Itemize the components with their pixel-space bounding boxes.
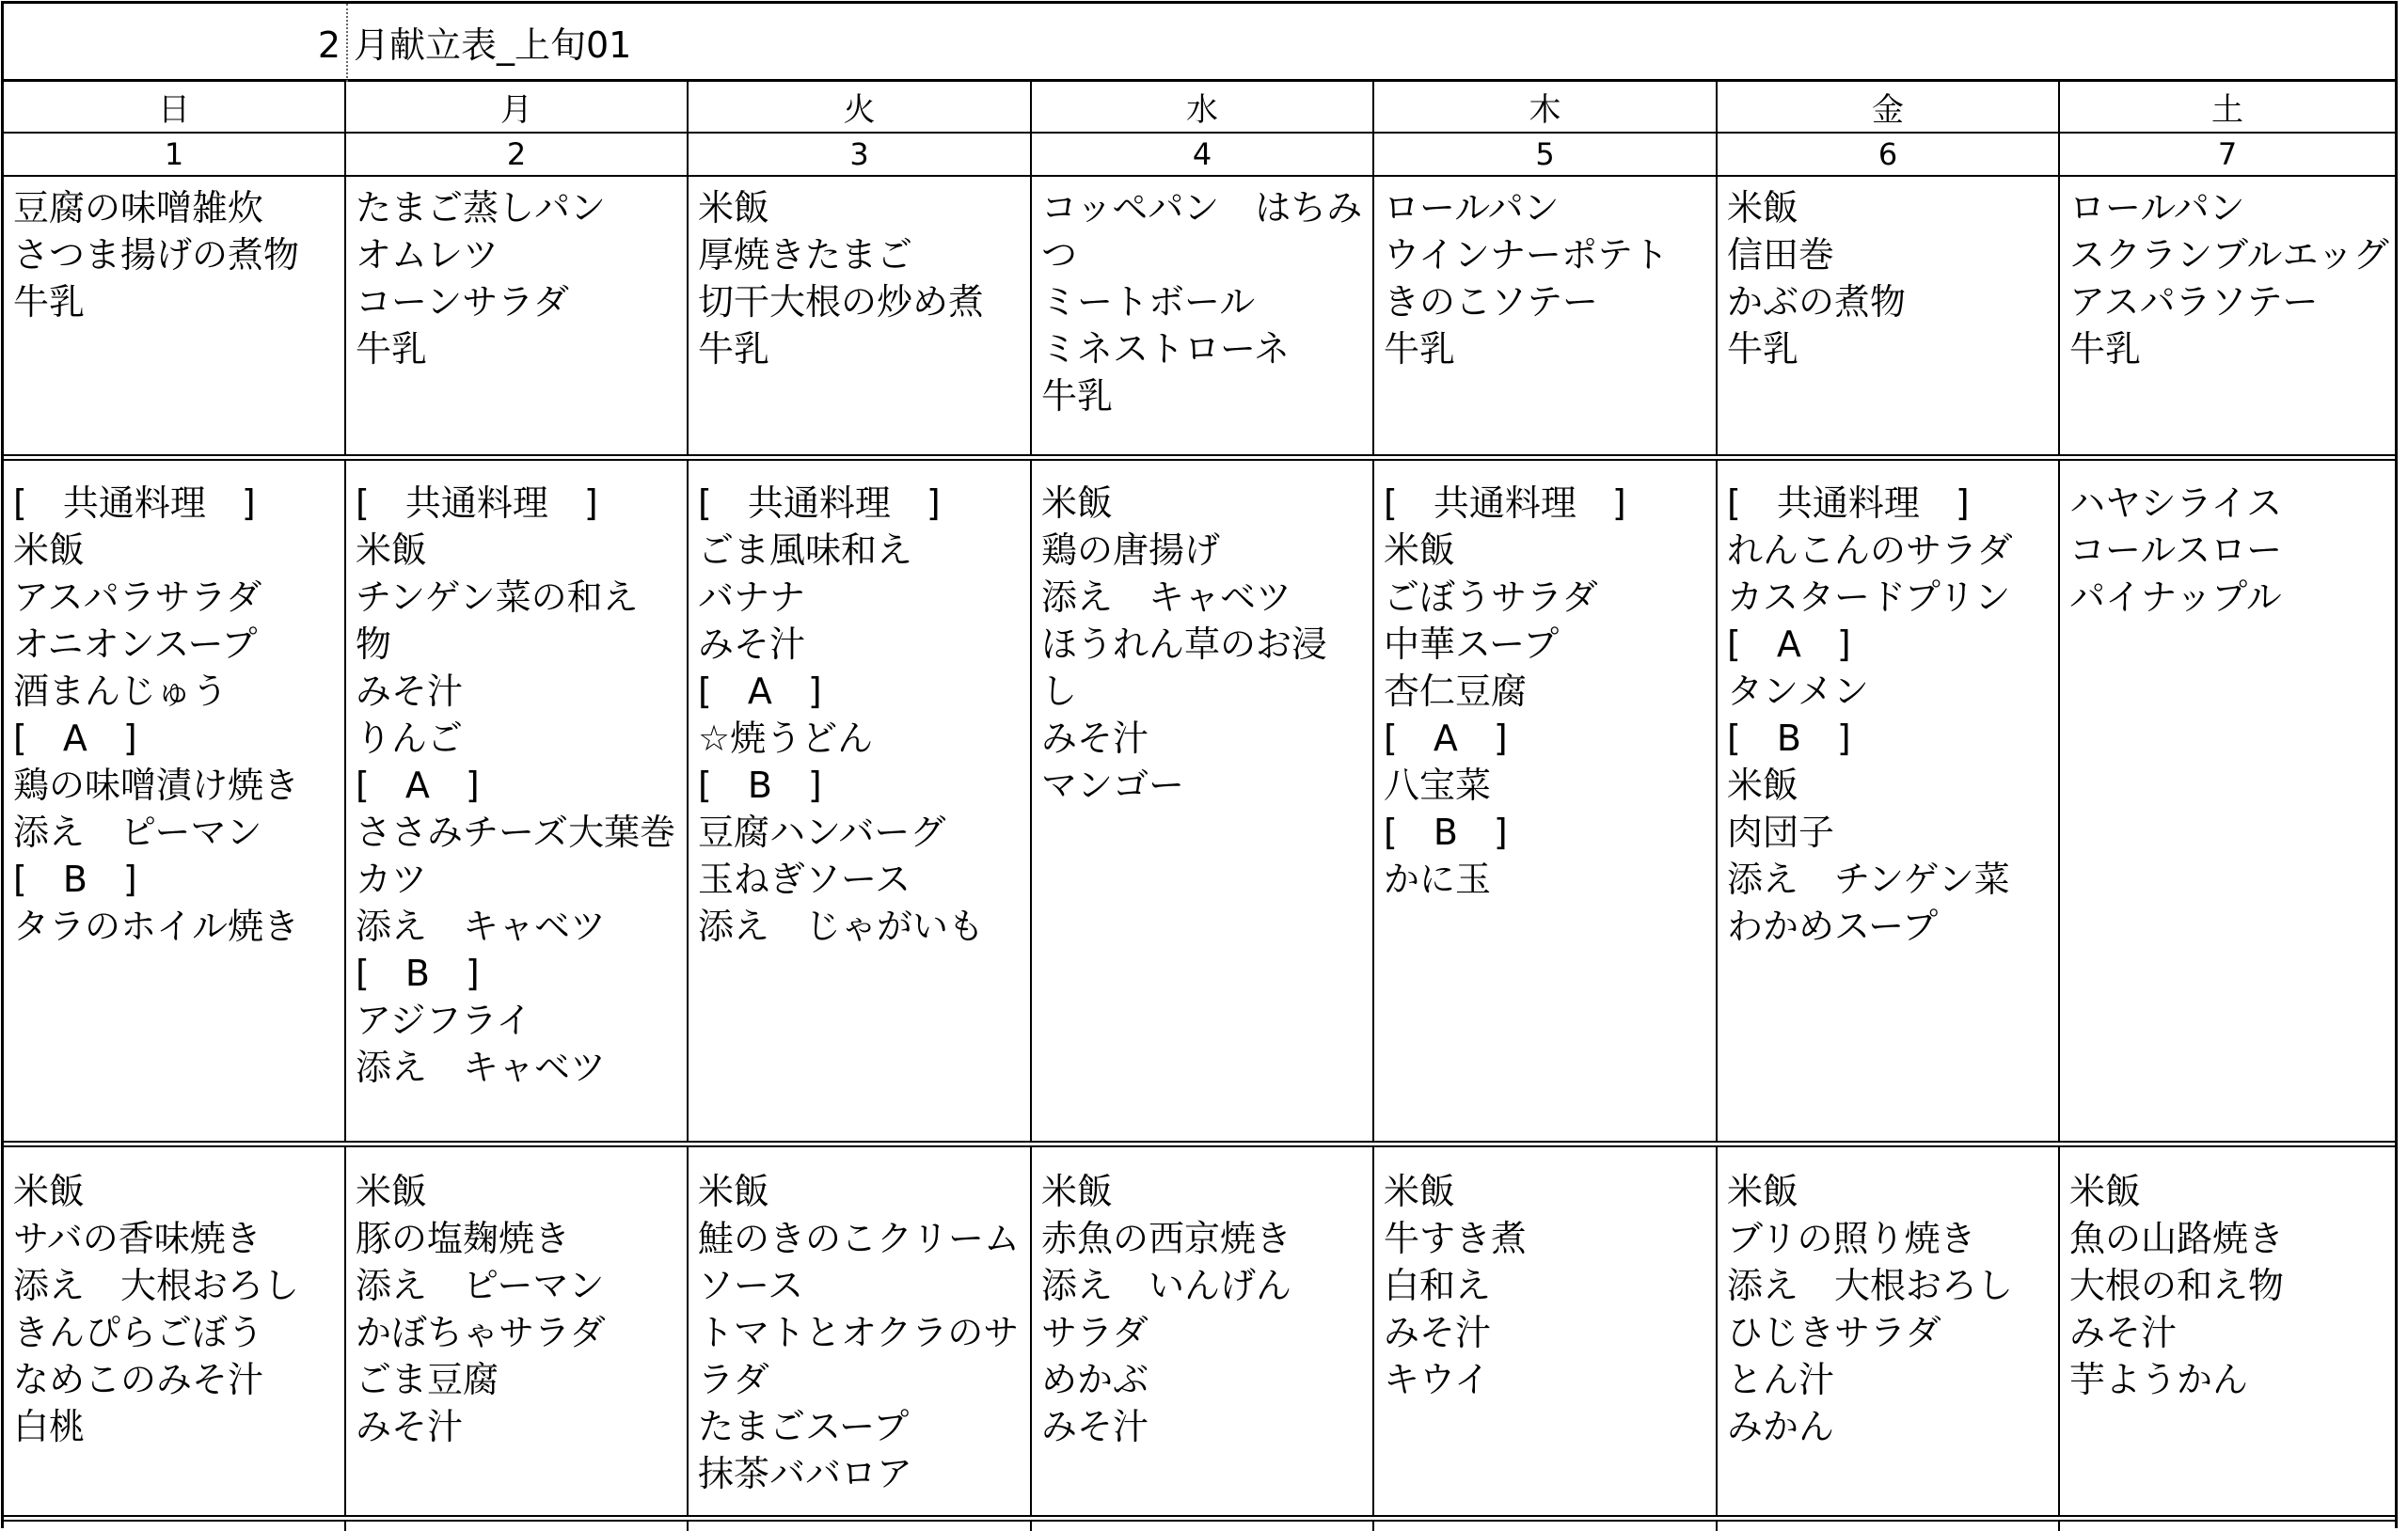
menu-item: たまごスープ xyxy=(698,1406,910,1447)
menu-item: みそ汁 xyxy=(698,623,806,665)
breakfast-cell xyxy=(4,177,346,454)
menu-item: 添え キャベツ xyxy=(356,906,607,947)
lunch-cell xyxy=(689,461,1032,1141)
menu-item: オニオンスープ xyxy=(13,623,258,665)
menu-item: ごぼうサラダ xyxy=(1384,576,1598,618)
menu-item: 米飯 xyxy=(698,1171,770,1212)
menu-item: かに玉 xyxy=(1384,859,1492,900)
menu-item: 添え キャベツ xyxy=(356,1047,607,1088)
menu-item: [ A ] xyxy=(698,671,822,712)
date-cell: 7 xyxy=(2217,136,2238,172)
menu-item: [ 共通料理 ] xyxy=(1384,482,1626,524)
lunch-cell xyxy=(1718,461,2060,1141)
dinner-cell xyxy=(346,1147,689,1515)
menu-item: 信田巻 xyxy=(1727,234,1835,276)
menu-item: コッペパン はちみ xyxy=(1041,187,1363,229)
menu-item: アスパラソテー xyxy=(2069,281,2319,323)
menu-item: みそ汁 xyxy=(1041,718,1149,759)
menu-item: 芋ようかん xyxy=(2069,1359,2249,1400)
menu-item: オムレツ xyxy=(356,234,499,276)
menu-item: 大根の和え物 xyxy=(2069,1265,2285,1306)
menu-item: 米飯 xyxy=(13,529,86,571)
menu-item: [ B ] xyxy=(1384,812,1508,853)
menu-item: 米飯 xyxy=(1727,1171,1799,1212)
menu-item: 鶏の唐揚げ xyxy=(1041,529,1221,571)
menu-item: [ 共通料理 ] xyxy=(1727,482,1970,524)
menu-item: 酒まんじゅう xyxy=(13,671,229,712)
menu-item: カツ xyxy=(356,859,428,900)
menu-item: ほうれん草のお浸 xyxy=(1041,623,1328,665)
menu-item: わかめスープ xyxy=(1727,906,1939,947)
menu-item: コールスロー xyxy=(2069,529,2283,571)
page-title: 月献立表_上旬01 xyxy=(354,24,632,66)
menu-item: きんぴらごぼう xyxy=(13,1312,264,1353)
menu-item: 切干大根の炒め煮 xyxy=(698,281,985,323)
menu-item: みそ汁 xyxy=(356,671,464,712)
menu-item: ソース xyxy=(698,1265,804,1306)
menu-item: きのこソテー xyxy=(1384,281,1599,323)
menu-item: トマトとオクラのサ xyxy=(698,1312,1020,1353)
menu-item: 添え キャベツ xyxy=(1041,576,1292,618)
breakfast-cell xyxy=(1718,177,2060,454)
dinner-cell xyxy=(1718,1147,2060,1515)
dinner-row xyxy=(4,1147,2395,1522)
menu-item: ごま豆腐 xyxy=(356,1359,499,1400)
menu-item: 米飯 xyxy=(1384,1171,1456,1212)
menu-item: タラのホイル焼き xyxy=(13,906,300,947)
menu-item: 米飯 xyxy=(356,529,428,571)
menu-item: 牛乳 xyxy=(1041,375,1114,417)
breakfast-cell xyxy=(1374,177,1718,454)
dow-cell: 日 xyxy=(4,82,346,132)
breakfast-cell xyxy=(2060,177,2395,454)
date-cell: 6 xyxy=(1718,134,2060,175)
menu-item: カスタードプリン xyxy=(1727,576,2011,618)
menu-item: [ A ] xyxy=(13,718,137,759)
menu-item: 中華スープ xyxy=(1384,623,1560,665)
breakfast-cell xyxy=(1032,177,1374,454)
menu-item: 米飯 xyxy=(356,1171,428,1212)
menu-item: [ B ] xyxy=(356,953,480,994)
menu-sheet xyxy=(1,1,2398,1528)
menu-item: 添え ピーマン xyxy=(356,1265,605,1306)
menu-item: ロールパン xyxy=(1384,187,1560,229)
menu-item: 添え じゃがいも xyxy=(698,906,985,947)
menu-item: 牛乳 xyxy=(356,328,428,370)
menu-item: 杏仁豆腐 xyxy=(1384,671,1528,712)
menu-item: 魚の山路焼き xyxy=(2069,1218,2285,1259)
menu-item: タンメン xyxy=(1727,671,1869,712)
menu-item: 豚の塩麹焼き xyxy=(356,1218,571,1259)
menu-item: 豆腐ハンバーグ xyxy=(698,812,946,853)
lunch-cell xyxy=(1032,461,1374,1141)
menu-item: ハヤシライス xyxy=(2069,482,2283,524)
menu-item: 米飯 xyxy=(698,187,770,229)
menu-item: 米飯 xyxy=(1041,1171,1114,1212)
menu-item: 鮭のきのこクリーム xyxy=(698,1218,1021,1259)
menu-item: キウイ xyxy=(1384,1359,1490,1400)
menu-item: 厚焼きたまご xyxy=(698,234,913,276)
menu-item: マンゴー xyxy=(1041,765,1185,806)
menu-item: 添え いんげん xyxy=(1041,1265,1292,1306)
menu-item: 米飯 xyxy=(1727,187,1799,229)
menu-item: 添え ピーマン xyxy=(13,812,262,853)
menu-item: 米飯 xyxy=(1384,529,1456,571)
lunch-cell xyxy=(2060,461,2395,1141)
menu-item: [ B ] xyxy=(1727,718,1851,759)
menu-item: 物 xyxy=(356,623,392,665)
menu-item: ミートボール xyxy=(1041,281,1256,323)
menu-item: 抹茶ババロア xyxy=(698,1453,913,1494)
menu-item: 玉ねぎソース xyxy=(698,859,911,900)
date-cell: 5 xyxy=(1374,134,1718,175)
menu-item: 白和え xyxy=(1384,1265,1492,1306)
lunch-row xyxy=(4,461,2395,1147)
menu-item: [ 共通料理 ] xyxy=(356,482,598,524)
menu-item: 肉団子 xyxy=(1727,812,1835,853)
menu-item: パイナップル xyxy=(2069,576,2282,618)
dinner-cell xyxy=(4,1147,346,1515)
menu-item: りんご xyxy=(356,718,464,759)
title-divider xyxy=(346,4,348,82)
menu-item: ウインナーポテト xyxy=(1384,234,1669,276)
date-row xyxy=(4,134,2395,177)
menu-item: 添え チンゲン菜 xyxy=(1727,859,2010,900)
menu-item: 白桃 xyxy=(13,1406,86,1447)
date-cell: 1 xyxy=(4,134,346,175)
menu-item: みそ汁 xyxy=(1384,1312,1492,1353)
lunch-cell xyxy=(346,461,689,1141)
menu-item: なめこのみそ汁 xyxy=(13,1359,264,1400)
menu-item: [ A ] xyxy=(356,765,480,806)
menu-item: し xyxy=(1041,671,1078,712)
menu-item: ブリの照り焼き xyxy=(1727,1218,1976,1259)
menu-item: コーンサラダ xyxy=(356,281,569,323)
day-of-week-row xyxy=(4,82,2395,134)
breakfast-cell xyxy=(689,177,1032,454)
menu-item: スクランブルエッグ xyxy=(2069,234,2389,276)
menu-item: とん汁 xyxy=(1727,1359,1835,1400)
lunch-cell xyxy=(4,461,346,1141)
menu-item: 豆腐の味噌雑炊 xyxy=(13,187,264,229)
menu-item: 牛すき煮 xyxy=(1384,1218,1528,1259)
menu-item: 牛乳 xyxy=(1727,328,1799,370)
menu-item: サバの香味焼き xyxy=(13,1218,261,1259)
dinner-cell xyxy=(2060,1147,2395,1515)
menu-item: れんこんのサラダ xyxy=(1727,529,2013,571)
menu-item: ごま風味和え xyxy=(698,529,913,571)
dow-cell: 火 xyxy=(689,82,1032,132)
dinner-cell xyxy=(1374,1147,1718,1515)
dow-cell: 木 xyxy=(1374,82,1718,132)
menu-item: [ A ] xyxy=(1727,623,1851,665)
menu-item: [ B ] xyxy=(698,765,822,806)
menu-item: ☆焼うどん xyxy=(698,718,874,759)
menu-item: 添え 大根おろし xyxy=(13,1265,300,1306)
menu-item: みかん xyxy=(1727,1406,1835,1447)
menu-item: みそ汁 xyxy=(1041,1406,1149,1447)
menu-item: ささみチーズ大葉巻 xyxy=(356,812,676,853)
menu-item: 牛乳 xyxy=(1384,328,1456,370)
menu-item: さつま揚げの煮物 xyxy=(13,234,300,276)
date-cell: 3 xyxy=(689,134,1032,175)
title-month-number: 2 xyxy=(317,24,341,66)
menu-item: [ A ] xyxy=(1384,718,1508,759)
date-cell: 4 xyxy=(1032,134,1374,175)
title-row xyxy=(4,4,2395,82)
menu-item: 米飯 xyxy=(1041,482,1114,524)
menu-item: [ B ] xyxy=(13,859,137,900)
dow-cell: 水 xyxy=(1032,82,1374,132)
menu-item: みそ汁 xyxy=(356,1406,464,1447)
dow-cell: 金 xyxy=(1718,82,2060,132)
menu-item: [ 共通料理 ] xyxy=(698,482,941,524)
breakfast-row xyxy=(4,177,2395,461)
menu-item: めかぶ xyxy=(1041,1359,1149,1400)
menu-item: バナナ xyxy=(698,576,806,618)
menu-item: みそ汁 xyxy=(2069,1312,2178,1353)
menu-item: かぼちゃサラダ xyxy=(356,1312,606,1353)
menu-item: 八宝菜 xyxy=(1384,765,1492,806)
menu-item: たまご蒸しパン xyxy=(356,187,607,229)
menu-item: 米飯 xyxy=(1727,765,1799,806)
menu-item: チンゲン菜の和え xyxy=(356,576,639,618)
menu-item: 牛乳 xyxy=(698,328,770,370)
breakfast-cell xyxy=(346,177,689,454)
menu-item: 添え 大根おろし xyxy=(1727,1265,2014,1306)
menu-item: 米飯 xyxy=(13,1171,86,1212)
menu-item: [ 共通料理 ] xyxy=(13,482,256,524)
menu-item: アジフライ xyxy=(356,1000,532,1041)
menu-item: ロールパン xyxy=(2069,187,2245,229)
dow-cell: 土 xyxy=(2211,91,2243,129)
dinner-cell xyxy=(1032,1147,1374,1515)
menu-item: サラダ xyxy=(1041,1312,1149,1353)
lunch-cell xyxy=(1374,461,1718,1141)
dinner-cell xyxy=(689,1147,1032,1515)
menu-item: 赤魚の西京焼き xyxy=(1041,1218,1292,1259)
menu-item: アスパラサラダ xyxy=(13,576,262,618)
date-cell: 2 xyxy=(346,134,689,175)
menu-item: かぶの煮物 xyxy=(1727,281,1907,323)
menu-item: つ xyxy=(1041,234,1078,276)
menu-item: ラダ xyxy=(698,1359,769,1400)
dow-cell: 月 xyxy=(346,82,689,132)
menu-item: 牛乳 xyxy=(2069,328,2142,370)
menu-item: 鶏の味噌漬け焼き xyxy=(13,765,300,806)
menu-item: 牛乳 xyxy=(13,281,86,323)
menu-item: ミネストローネ xyxy=(1041,328,1291,370)
menu-item: 米飯 xyxy=(2069,1171,2142,1212)
menu-item: ひじきサラダ xyxy=(1727,1312,1941,1353)
